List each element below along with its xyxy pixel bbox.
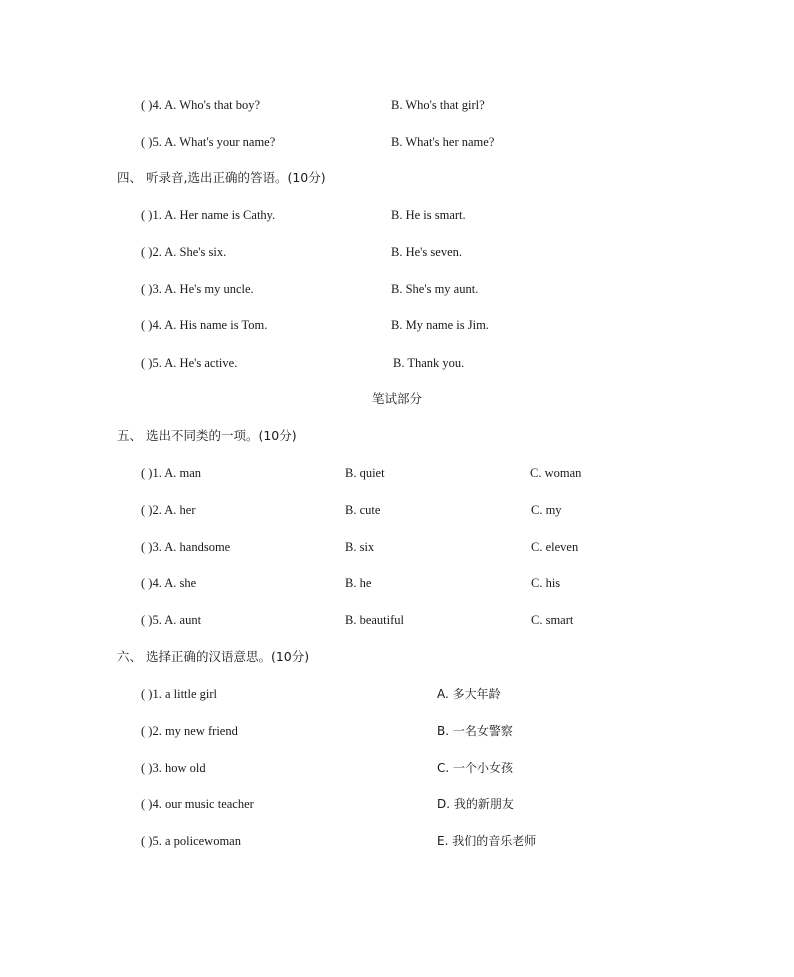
option-b: B. He's seven. bbox=[391, 245, 462, 259]
chinese-option: B. 一名女警察 bbox=[437, 724, 513, 738]
section-5-heading: 五、 选出不同类的一项。(10分) bbox=[117, 428, 297, 443]
question-stem: ( )4. A. she bbox=[141, 576, 197, 590]
question-row bbox=[0, 204, 794, 226]
question-stem: ( )3. A. handsome bbox=[141, 540, 231, 554]
question-stem: ( )5. A. What's your name? bbox=[141, 135, 276, 149]
question-stem: ( )2. A. She's six. bbox=[141, 245, 227, 259]
chinese-option: D. 我的新朋友 bbox=[437, 797, 514, 811]
option-b: B. Thank you. bbox=[393, 356, 465, 370]
option-b: B. Who's that girl? bbox=[391, 98, 485, 112]
question-stem: ( )2. A. her bbox=[141, 503, 196, 517]
option-b: B. quiet bbox=[345, 466, 385, 480]
question-stem: ( )4. A. His name is Tom. bbox=[141, 318, 268, 332]
question-stem: ( )1. A. Her name is Cathy. bbox=[141, 208, 276, 222]
question-stem: ( )1. A. man bbox=[141, 466, 202, 480]
option-b: B. My name is Jim. bbox=[391, 318, 489, 332]
chinese-option: C. 一个小女孩 bbox=[437, 761, 514, 775]
question-row bbox=[0, 683, 794, 705]
question-row bbox=[0, 572, 794, 594]
option-c: C. eleven bbox=[531, 540, 579, 554]
question-row bbox=[0, 757, 794, 779]
option-b: B. he bbox=[345, 576, 372, 590]
option-b: B. He is smart. bbox=[391, 208, 466, 222]
question-stem: ( )3. how old bbox=[141, 761, 206, 775]
question-stem: ( )5. A. He's active. bbox=[141, 356, 238, 370]
question-row bbox=[0, 131, 794, 153]
option-c: C. his bbox=[531, 576, 561, 590]
option-c: C. my bbox=[531, 503, 562, 517]
question-row bbox=[0, 793, 794, 815]
question-row bbox=[0, 278, 794, 300]
option-b: B. six bbox=[345, 540, 375, 554]
section-4-heading: 四、 听录音,选出正确的答语。(10分) bbox=[117, 170, 326, 185]
question-row bbox=[0, 720, 794, 742]
question-row bbox=[0, 499, 794, 521]
question-stem: ( )2. my new friend bbox=[141, 724, 238, 738]
question-stem: ( )3. A. He's my uncle. bbox=[141, 282, 254, 296]
option-c: C. smart bbox=[531, 613, 574, 627]
section-6-heading: 六、 选择正确的汉语意思。(10分) bbox=[117, 649, 310, 664]
question-row bbox=[0, 462, 794, 484]
option-b: B. She's my aunt. bbox=[391, 282, 479, 296]
question-row bbox=[0, 241, 794, 263]
written-part-heading: 笔试部分 bbox=[371, 391, 422, 406]
option-b: B. cute bbox=[345, 503, 381, 517]
question-stem: ( )4. our music teacher bbox=[141, 797, 254, 811]
chinese-option: E. 我们的音乐老师 bbox=[437, 834, 537, 848]
chinese-option: A. 多大年龄 bbox=[437, 687, 501, 701]
question-row bbox=[0, 94, 794, 116]
question-stem: ( )4. A. Who's that boy? bbox=[141, 98, 261, 112]
question-row bbox=[0, 609, 794, 631]
option-b: B. What's her name? bbox=[391, 135, 495, 149]
question-stem: ( )5. A. aunt bbox=[141, 613, 202, 627]
option-c: C. woman bbox=[530, 466, 582, 480]
question-row bbox=[0, 352, 794, 374]
question-row bbox=[0, 536, 794, 558]
question-row bbox=[0, 830, 794, 852]
question-stem: ( )1. a little girl bbox=[141, 687, 218, 701]
question-row bbox=[0, 314, 794, 336]
option-b: B. beautiful bbox=[345, 613, 405, 627]
question-stem: ( )5. a policewoman bbox=[141, 834, 241, 848]
